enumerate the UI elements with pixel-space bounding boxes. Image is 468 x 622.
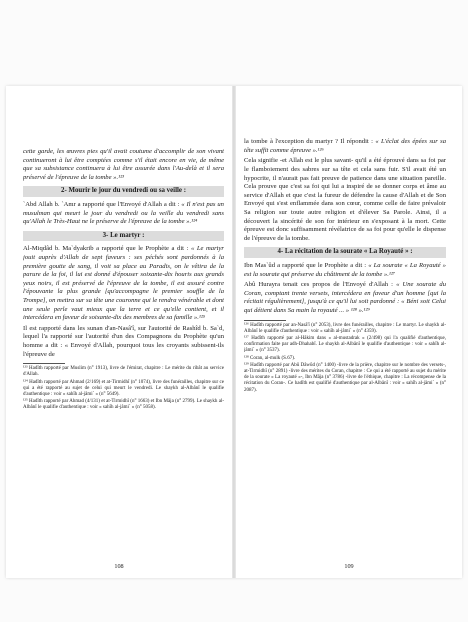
page-number: 109 (344, 563, 354, 570)
footnote: ¹²³ Hadîth rapporté par Muslim (n° 1913), livre de l'émirat, chapitre : Le mérite du ribât au service d'Allah. (23, 366, 224, 378)
paragraph: la tombe à l'exception du martyr ? Il répondit : « L'éclat des épées sur sa tête suffit comme épreuve ».¹²⁶ (244, 138, 446, 154)
footnote: ¹²⁴ Hadîth rapporté par Ahmad (2/169) et at-Tirmidhî (n° 1074), livre des funérailles, chapitre sur ce qui a été rapporté au sujet de celui qui meurt le vendredi. Le shaykh al-Albânî le qualifie d'authentique : voir « sahîh al-jâmi` » (n° 5649). (23, 379, 224, 398)
paragraph: `Abd Allah b. `Amr a rapporté que l'Envoyé d'Allah a dit : « Il n'est pas un musulman qui meurt le jour du vendredi ou la veille du vendredi sans qu'Allah le Très-Haut ne le préserve de l'épreuve de la tombe ».¹²⁴ (23, 200, 224, 226)
paragraph: cette garde, les œuvres pies qu'il avait coutume d'accomplir de son vivant continueront à lui être comptées comme s'il était encore en vie, de même que sa subsistance continuera à lui être assurée dans l'Au-delà et il sera préservé de l'épreuve de la tombe ».¹²³ (23, 148, 224, 181)
paragraph: Al-Miqdâd b. Ma`dyakrib a rapporté que le Prophète a dit : « Le martyr jouit auprès d'Allah de sept faveurs : ses péchés sont pardonnés à la première goutte de sang, il voit sa place au Paradis, on le vêtira de la parure de la foi, il lui est donné d'épouser soixante-dix houris aux grands yeux noirs, il est préservé de l'épreuve de la tombe, il est assuré contre l'épouvante la plus grande [qu'accompagne le premier souffle de la Trompe], on mettra sur sa tête une couronne qui le rendra vénérable et dont une seule perle vaut mieux que la terre et ce qu'elle contient, et il intercédera en faveur de soixante-dix des membres de sa famille ».¹²⁵ (23, 245, 224, 322)
footnote: ¹²⁶ Hadîth rapporté par an-Nasâ'î (n° 2053), livre des funérailles, chapitre : Le martyr. Le shaykh al-Albânî le qualifie d'authentique : voir « sahîh al-jâmi` » (n° 4359). (244, 322, 446, 334)
footnote: ¹²⁵ Hadîth rapporté par Ahmad (4/131) et at-Tirmidhî (n° 1663) et Ibn Mâja (n° 2799). Le shaykh al-Albânî le qualifie d'authentique : voir « sahîh al-jâmi` » (n° 5058). (23, 399, 224, 411)
section-heading: 3- Le martyr : (23, 231, 224, 242)
section-heading: 2- Mourir le jour du vendredi ou sa veille : (23, 186, 224, 197)
footnote: ¹²⁸ Coran, al-mulk (S.67). (244, 355, 296, 361)
footnote-rule (23, 363, 65, 364)
left-page-content (23, 148, 224, 556)
paragraph: Cela signifie -et Allah est le plus savant- qu'il a été éprouvé dans sa foi par le flamboiement des sabres sur sa tête et cela sans fuir. S'il avait été un hypocrite, il n'aurait pas fait preuve de patience dans une situation pareille. Cela prouve que c'est sa foi qui lui a inspiré de se donner corps et âme au service d'Allah et que c'est la fureur de défendre la cause d'Allah et de Son Envoyé qui s'est enflammée dans son cœur, comme celle de faire prévaloir Sa religion sur toute autre religion et d'élever Sa Parole. Ainsi, il a découvert la sincérité de son for intérieur en s'exposant à la mort. Cette épreuve est donc suffisamment révélatrice de sa foi pour qu'elle le dispense de l'épreuve de la tombe. (244, 157, 446, 242)
right-page (236, 86, 462, 578)
page-number: 108 (114, 563, 124, 570)
paragraph: Ibn Mas`ûd a rapporté que le Prophète a dit : « La sourate « La Royauté » est la sourate qui préserve du châtiment de la tombe ».¹²⁷ (244, 261, 446, 278)
left-page (6, 86, 232, 578)
paragraph: Il est rapporté dans les sunan d'an-Nasâ'î, sur l'autorité de Rashîd b. Sa`d, lequel l'a rapporté sur l'autorité d'un des Compagnons du Prophète qu'un homme a dit : « Envoyé d'Allah, pourquoi tous les croyants subissent-ils l'épreuve de (23, 324, 224, 358)
book-spread (6, 86, 462, 578)
paragraph: Abû Hurayra tenait ces propos de l'Envoyé d'Allah : « Une sourate du Coran, comptant trente versets, intercédera en faveur d'un homme [qui la récitait régulièrement], jusqu'à ce qu'il lui soit pardonné : « Béni soit Celui qui détient dans Sa main la royauté ... » ¹²⁸ ».¹²⁹ (244, 281, 446, 315)
right-page-content (244, 138, 446, 556)
section-heading: 4- La récitation de la sourate « La Royauté » : (244, 247, 446, 258)
footnote-rule (244, 320, 286, 321)
footnote: ¹²⁷ Hadîth rapporté par al-Hâkim dans « al-mustadrak » (2/498) qui l'a qualifié d'authentique, confirmation faite par adh-Dhahabî. Le shaykh al-Albânî le qualifie d'authentique : voir « sahîh al-jâmi` » (n° 3537). (244, 336, 446, 354)
footnote: ¹²⁹ Hadîth rapporté par Abû Dâwûd (n° 1400) -livre de la prière, chapitre sur le nombre des versets-, at-Tirmidhî (n° 2891) -livre des mérites du Coran, chapitre : Ce qui a été rapporté au sujet du mérite de la sourate « La royauté »-, Ibn Mâja (n° 3786) -livre de l'éthique, chapitre : La récompense de la récitation du Coran-. Ce hadîth est qualifié d'authentique par al-Albânî : voir « sahîh al-jâmi` » (n° 2087). (244, 362, 446, 393)
